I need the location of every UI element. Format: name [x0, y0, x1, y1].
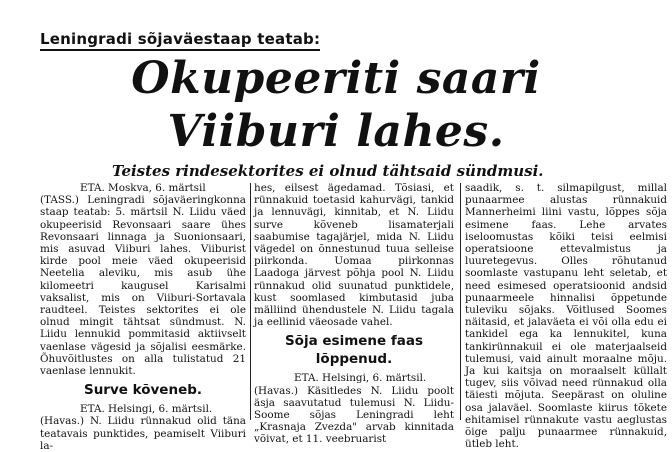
headline-line-1: Okupeeriti saari — [131, 53, 541, 104]
column-rule-1 — [250, 183, 251, 420]
article-column-2 — [254, 182, 454, 446]
article-body-2: (Havas.) N. Liidu rünnakud olid täna teatavais punktides, peamiselt Viiburi la- — [40, 415, 246, 452]
subheadline: Teistes rindesektorites ei olnud tähtsaid sündmusi. — [112, 162, 544, 180]
kicker-heading: Leningradi sõjaväestaap teatab: — [40, 30, 320, 51]
column-rule-2 — [460, 183, 461, 420]
dateline-moskva: ETA. Moskva, 6. märtsil — [80, 182, 206, 194]
article-column-1 — [40, 182, 246, 452]
section-heading-faas: Sõja esimene faas lõppenud. — [284, 333, 424, 368]
article-body-1: (TASS.) Leningradi sõjaväeringkonna staap teatab: 5. märtsil N. Liidu väed okupeerisid Revonsaari saare ühes Revonsaari linnaga ja Suonionsaari, mis asuvad Viiburi lahes. Viiburist kirde pool meie väed okupeerisid Neetelia aleviku, mis asub ühe kilomeetri kaugusel Karisalmi vaksalist, mis on Viiburi-Sortavala raudteel. Teistes sektorites ei ole olnud mingit tähtsat sündmust. N. Liidu lennukid pommitasid aktiivselt vaenlase vägesid ja sõjalisi eesmärke. Õhuvõitlustes on alla tulistatud 21 vaenlase lennukit. — [40, 194, 246, 378]
dateline-helsingi-2: ETA. Helsingi, 6. märtsil. — [294, 372, 427, 385]
article-column-3 — [465, 182, 667, 451]
dateline-helsingi-1: ETA. Helsingi, 6. märtsil. — [80, 403, 213, 416]
article-body-3: hes, eilsest ägedamad. Tõsiasi, et rünnakuid toetasid kahurvägi, tankid ja lennuvägi, kinnitab, et N. Liidu surve kõveneb lisamaterjali saabumise tagajärjel, mida N. Liidu vägedel on õnnestunud tuua selleise piirkonda. Uomaa piirkonnas Laadoga järvest põhja pool N. Liidu rünnakud olid suunatud punktidele, kust soomlased kimbutasid juba mälliind ühendustele N. Liidu tagala ja eellinid väeosade vahel. — [254, 182, 454, 329]
headline-line-2: Viiburi lahes. — [167, 106, 505, 157]
section-heading-surve: Surve kõveneb. — [83, 382, 203, 399]
article-body-4: (Havas.) Käsitledes N. Liidu poolt äsja saavutatud tulemusi N. Liidu-Soome sõjas Leningradi leht „Krasnaja Zvezda" arvab kinnitada võivat, et 11. veebruarist — [254, 384, 454, 446]
article-body-5: saadik, s. t. silmapilgust, millal punaarmee alustas rünnakuid Mannerheimi liini vastu, lõppes sõja esimene faas. Lehe arvates iseloomustas kõiki teisi eelmisi operatsioone ettevalmistus ja luuretegevus. Olles rõhutanud soomlaste vastupanu leht seletab, et need esimesed operatsioonid andsid punaarmeele hinnalisi õppetunde tuleviku sõjaks. Võitlused Soomes näitasid, et jalaväeta ei või olla edu ei tankidel ega ka lennukitel, kuna tankirünnakuil ei ole materjaalseid tulemusi, vaid ainult moraalne mõju. Ja kui kaitsja on moraalselt küllalt tugev, siis võivad need rünnakud olla täiesti mõjuta. Seepärast on oluline osa jalaväel. Soomlaste kiirus tõkete ehitamisel rünnakute vastu aeglustas õige palju punaarmee rünnakuid, ütleb leht. — [465, 182, 667, 451]
